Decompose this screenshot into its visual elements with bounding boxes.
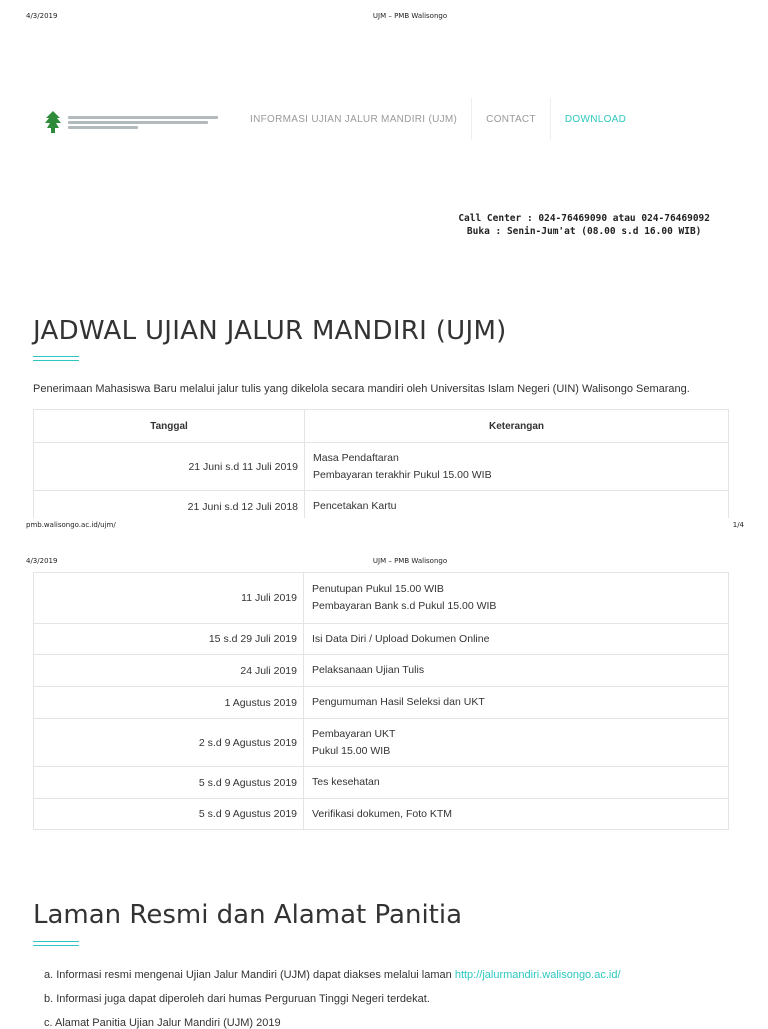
print-page-number: 1/4 (732, 521, 744, 529)
nav-item-contact[interactable]: CONTACT (486, 113, 536, 125)
row-keterangan (304, 573, 729, 624)
row-keterangan (305, 443, 729, 491)
call-center-info (458, 212, 710, 238)
ket-line: Pengumuman Hasil Seleksi dan UKT (312, 696, 485, 708)
row-tanggal: 11 Juli 2019 (34, 573, 304, 624)
ket-line: Pelaksanaan Ujian Tulis (312, 664, 425, 676)
print-date: 4/3/2019 (26, 557, 58, 565)
info-item-c: c. Alamat Panitia Ujian Jalur Mandiri (UJM) 2019 (44, 1017, 281, 1029)
jadwal-title: JADWAL UJIAN JALUR MANDIRI (UJM) (33, 316, 507, 346)
nav-item-download[interactable]: DOWNLOAD (564, 113, 627, 125)
ket-line: Pembayaran terakhir Pukul 15.00 WIB (313, 468, 492, 481)
main-nav (236, 98, 640, 140)
call-center-numbers: Call Center : 024-76469090 atau 024-76469092 (458, 213, 710, 224)
title-underline (33, 941, 79, 946)
jalurmandiri-link[interactable]: http://jalurmandiri.walisongo.ac.id/ (454, 969, 621, 981)
nav-item-informasi-ujm[interactable]: INFORMASI UJIAN JALUR MANDIRI (UJM) (250, 113, 458, 125)
row-keterangan (304, 655, 729, 687)
call-center-hours: Buka : Senin-Jum'at (08.00 s.d 16.00 WIB) (466, 226, 702, 237)
ket-line: Pencetakan Kartu (313, 500, 397, 512)
table-row (34, 719, 729, 767)
row-tanggal: 15 s.d 29 Juli 2019 (34, 624, 304, 655)
jadwal-intro: Penerimaan Mahasiswa Baru melalui jalur tulis yang dikelola secara mandiri oleh Universitas Islam Negeri (UIN) Walisongo Semarang. (33, 383, 690, 395)
row-tanggal: 1 Agustus 2019 (34, 687, 304, 719)
jadwal-table-part1 (33, 409, 729, 523)
ket-line: Penutupan Pukul 15.00 WIB (312, 583, 444, 595)
table-row (34, 624, 729, 655)
table-row (34, 443, 729, 491)
header-keterangan: Keterangan (305, 410, 729, 443)
table-row (34, 687, 729, 719)
table-header-row (34, 410, 729, 443)
info-item-b: b. Informasi juga dapat diperoleh dari humas Perguruan Tinggi Negeri terdekat. (44, 993, 430, 1005)
row-keterangan (304, 687, 729, 719)
print-date: 4/3/2019 (26, 12, 58, 20)
print-title: UJM – PMB Walisongo (372, 12, 448, 20)
ket-line: Isi Data Diri / Upload Dokumen Online (312, 632, 490, 645)
jadwal-table-part2 (33, 572, 729, 830)
ket-line: Masa Pendaftaran (313, 451, 399, 464)
site-logo[interactable] (44, 108, 220, 136)
uin-logo-icon (44, 110, 62, 134)
table-row (34, 655, 729, 687)
row-keterangan (304, 624, 729, 655)
row-tanggal: 5 s.d 9 Agustus 2019 (34, 799, 304, 830)
row-tanggal: 24 Juli 2019 (34, 655, 304, 687)
row-tanggal: 5 s.d 9 Agustus 2019 (34, 767, 304, 799)
row-keterangan (304, 799, 729, 830)
row-tanggal: 21 Juni s.d 11 Juli 2019 (34, 443, 305, 491)
logo-wordmark (68, 114, 218, 131)
table-row (34, 767, 729, 799)
header-tanggal: Tanggal (34, 410, 305, 443)
table-row (34, 573, 729, 624)
ket-line: Pukul 15.00 WIB (312, 744, 391, 757)
ket-line: Pembayaran UKT (312, 727, 396, 740)
ket-line: Verifikasi dokumen, Foto KTM (312, 807, 453, 820)
print-footer-url: pmb.walisongo.ac.id/ujm/ (26, 521, 116, 529)
laman-title: Laman Resmi dan Alamat Panitia (33, 900, 463, 930)
ket-line: Tes kesehatan (312, 776, 380, 788)
row-keterangan (304, 767, 729, 799)
print-title: UJM – PMB Walisongo (372, 557, 448, 565)
row-keterangan (304, 719, 729, 767)
row-tanggal: 2 s.d 9 Agustus 2019 (34, 719, 304, 767)
info-item-a (44, 969, 621, 981)
title-underline (33, 356, 79, 361)
table-row (34, 799, 729, 830)
info-item-a-text: a. Informasi resmi mengenai Ujian Jalur Mandiri (UJM) dapat diakses melalui laman (44, 969, 455, 981)
row-tanggal: 21 Juni s.d 12 Juli 2018 (34, 491, 305, 523)
ket-line: Pembayaran Bank s.d Pukul 15.00 WIB (312, 600, 497, 612)
